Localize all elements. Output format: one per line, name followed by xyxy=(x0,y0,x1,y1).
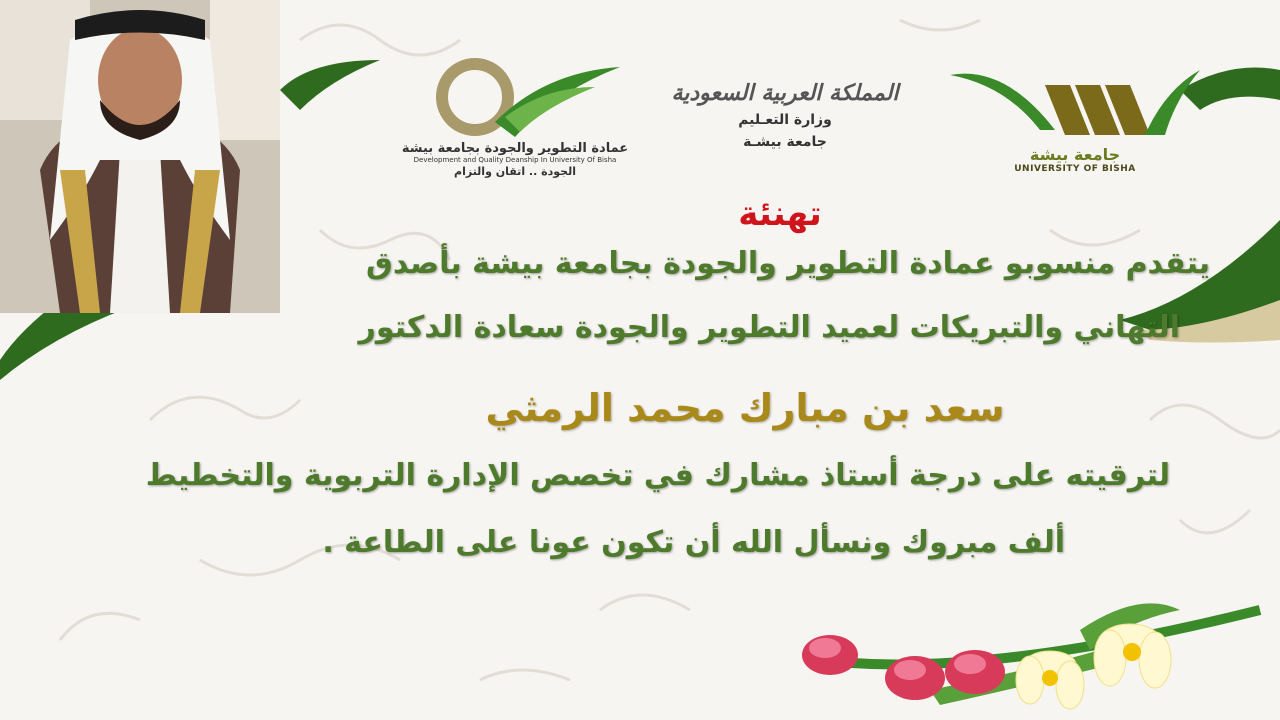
university-logo xyxy=(940,60,1210,190)
message-line-3: لترقيته على درجة أستاذ مشارك في تخصص الإدارة التربوية والتخطيط xyxy=(145,458,1170,493)
university-emblem-icon xyxy=(945,60,1205,145)
message-line-1: يتقدم منسوبو عمادة التطوير والجودة بجامعة بيشة بأصدق xyxy=(366,246,1210,281)
portrait-photo xyxy=(0,0,280,313)
flowers-decoration-icon xyxy=(780,590,1280,720)
kingdom-title: المملكة العربية السعودية xyxy=(671,80,899,106)
honoree-name: سعد بن مبارك محمد الرمثي xyxy=(485,386,1005,430)
ministry-university: جامعة بيشـة xyxy=(743,134,827,150)
university-name-ar: جامعة بيشة xyxy=(1029,145,1121,164)
ministry-name: وزارة التعـليم xyxy=(738,112,832,128)
university-name-en: UNIVERSITY OF BISHA xyxy=(1014,164,1136,174)
deanship-name-ar: عمادة التطوير والجودة بجامعة بيشة xyxy=(401,141,629,156)
deanship-logo xyxy=(395,52,635,202)
portrait-icon xyxy=(0,0,280,313)
deanship-slogan: الجودة .. اتقان والتزام xyxy=(454,164,576,178)
ministry-logo xyxy=(670,80,900,190)
deanship-emblem-icon xyxy=(405,52,625,142)
congratulations-title: تهنئة xyxy=(738,194,822,234)
deanship-name-en: Development and Quality Deanship In University Of Bisha xyxy=(413,155,617,164)
message-line-4: ألف مبروك ونسأل الله أن تكون عونا على الطاعة . xyxy=(322,525,1065,560)
message-line-2: التهاني والتبريكات لعميد التطوير والجودة سعادة الدكتور xyxy=(358,310,1180,345)
